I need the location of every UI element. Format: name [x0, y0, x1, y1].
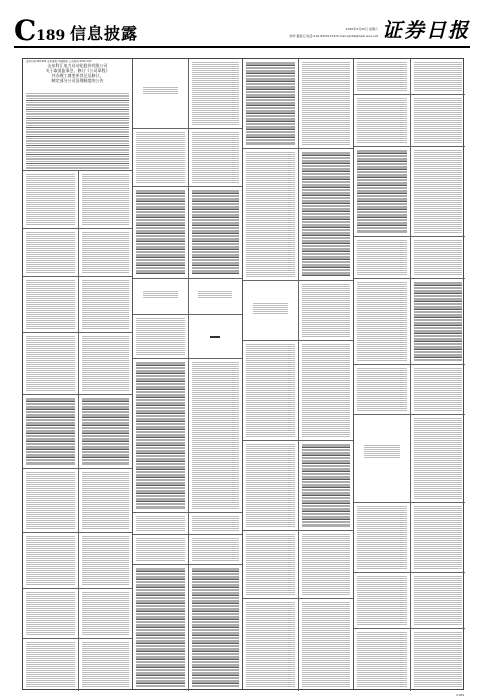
- col2-block: [133, 535, 242, 565]
- text-block: [414, 368, 463, 411]
- text-block: [414, 150, 463, 233]
- lead-article-title: [29, 63, 126, 83]
- col1-block: [23, 469, 132, 533]
- masthead-logo: 证券日报: [382, 18, 470, 42]
- col1-block: [23, 171, 132, 229]
- text-block: [414, 632, 463, 688]
- col1-block: [23, 229, 132, 277]
- col3-block: [243, 149, 353, 281]
- text-block: [26, 174, 75, 225]
- text-block: [82, 280, 130, 329]
- column-1: [23, 59, 133, 689]
- date-line: 2020年6月20日 星期六: [345, 27, 378, 31]
- col2-block: [133, 279, 242, 315]
- text-block: [136, 132, 185, 183]
- col3-block: [243, 599, 353, 691]
- col3-block: [243, 341, 353, 441]
- text-block: [82, 536, 130, 585]
- text-block: [302, 152, 350, 277]
- small-mark: [210, 336, 220, 338]
- text-block: [253, 303, 288, 315]
- text-block: [192, 132, 240, 183]
- text-block: [357, 506, 407, 569]
- lead-title-line-1: 山东科汇电力自动化股份有限公司: [47, 63, 108, 68]
- col1-block: [23, 333, 132, 395]
- col4-block: [354, 59, 465, 95]
- text-block: [192, 190, 240, 275]
- text-block: [357, 98, 407, 143]
- col3-block: [243, 531, 353, 599]
- text-block: [192, 62, 240, 125]
- text-block: [136, 538, 185, 561]
- col4-block: [354, 503, 465, 573]
- col2-block: [133, 59, 242, 129]
- text-block: [26, 336, 75, 391]
- text-block: [143, 291, 178, 299]
- text-block: [302, 62, 350, 145]
- col3-block: [243, 441, 353, 531]
- text-block: [246, 534, 295, 595]
- text-block: [198, 291, 232, 299]
- lead-title-line-3: 并办理工商变更登记及修订、: [51, 73, 104, 78]
- text-block: [82, 232, 130, 273]
- text-block: [26, 398, 75, 465]
- text-block: [26, 472, 75, 529]
- text-block: [143, 87, 178, 95]
- col2-block: [133, 129, 242, 187]
- col2-block: [133, 359, 242, 513]
- page-number: 189: [36, 28, 66, 44]
- col2-block: [133, 187, 242, 279]
- text-block: [414, 576, 463, 625]
- col1-block: [23, 277, 132, 333]
- col1-block: [23, 395, 132, 469]
- lead-title-line-4: 制定部分公司治理制度的公告: [51, 78, 104, 83]
- text-block: [357, 62, 407, 91]
- col2-block: [133, 513, 242, 535]
- section-title: 信息披露: [70, 24, 139, 43]
- lead-article: [23, 59, 132, 171]
- lead-title-line-2: 关于取消监事会、修订《公司章程》: [45, 68, 110, 73]
- text-block: [192, 516, 240, 531]
- text-block: [136, 568, 185, 688]
- text-block: [357, 240, 407, 275]
- text-block: [192, 538, 240, 561]
- col1-block: [23, 589, 132, 639]
- text-block: [302, 534, 350, 595]
- column-4: [354, 59, 465, 689]
- text-block: [26, 642, 75, 688]
- col1-block: [23, 533, 132, 589]
- col4-block: [354, 573, 465, 629]
- text-block: [357, 368, 407, 411]
- contact-line: 制作:董春云 电话:010-83251716 E-mail:zqrb9@zqrb.sina.net: [289, 34, 378, 38]
- text-block: [414, 240, 463, 275]
- col3-block: [243, 59, 353, 149]
- text-block: [136, 190, 185, 275]
- lead-article-body: [26, 93, 129, 169]
- text-block: [302, 344, 350, 437]
- col4-block: [354, 365, 465, 415]
- text-block: [26, 536, 75, 585]
- text-block: [136, 516, 185, 531]
- col2-block: [133, 565, 242, 691]
- text-block: [414, 506, 463, 569]
- page-header: [14, 14, 470, 48]
- column-2: [133, 59, 243, 689]
- col4-block: [354, 279, 465, 365]
- text-block: [246, 62, 295, 145]
- newspaper-page: [22, 58, 464, 690]
- text-block: [414, 98, 463, 143]
- text-block: [82, 174, 130, 225]
- text-block: [414, 62, 463, 91]
- text-block: [192, 362, 240, 509]
- lead-article-codes: 证券代码:601985 证券简称:中国核电 公告编号:2020-041: [26, 60, 92, 63]
- text-block: [302, 444, 350, 527]
- text-block: [136, 318, 185, 355]
- col3-block: [243, 281, 353, 341]
- col4-block: [354, 95, 465, 147]
- text-block: [192, 568, 240, 688]
- page-footer-mark: C189: [456, 693, 464, 697]
- text-block: [302, 602, 350, 688]
- col4-block: [354, 237, 465, 279]
- text-block: [357, 576, 407, 625]
- text-block: [82, 592, 130, 635]
- text-block: [364, 445, 400, 459]
- text-block: [246, 602, 295, 688]
- page-letter: C: [14, 14, 37, 47]
- col4-block: [354, 415, 465, 503]
- text-block: [26, 280, 75, 329]
- text-block: [246, 444, 295, 527]
- text-block: [414, 418, 463, 499]
- text-block: [357, 632, 407, 688]
- text-block: [246, 152, 295, 277]
- text-block: [82, 398, 130, 465]
- col1-block: [23, 639, 132, 691]
- text-block: [26, 592, 75, 635]
- text-block: [357, 150, 407, 233]
- col4-block: [354, 147, 465, 237]
- text-block: [82, 336, 130, 391]
- text-block: [302, 284, 350, 337]
- col4-block: [354, 629, 465, 691]
- text-block: [357, 282, 407, 361]
- text-block: [136, 362, 185, 509]
- text-block: [26, 232, 75, 273]
- text-block: [82, 642, 130, 688]
- text-block: [246, 344, 295, 437]
- column-3: [243, 59, 354, 689]
- col2-block: [133, 315, 242, 359]
- text-block: [82, 472, 130, 529]
- text-block: [414, 282, 463, 361]
